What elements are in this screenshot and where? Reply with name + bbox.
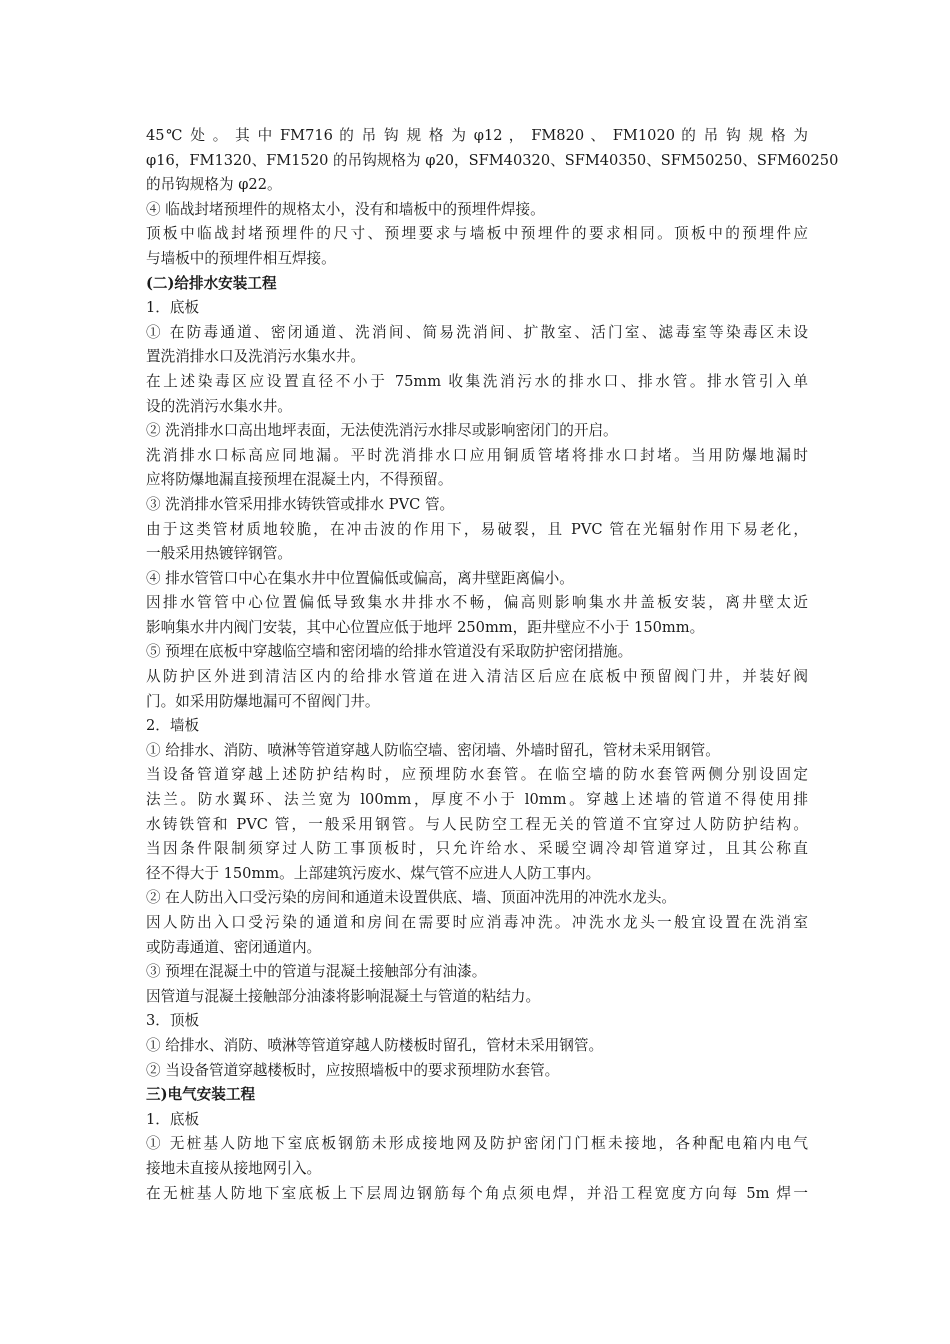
text-line: 1．底板: [146, 299, 200, 317]
text-line: 1．底板: [146, 1110, 200, 1128]
text-line: 接地未直接从接地网引入。: [146, 1159, 322, 1177]
text-line: 因管道与混凝土接触部分油漆将影响混凝土与管道的粘结力。: [146, 987, 541, 1005]
text-line: 2．墙板: [146, 717, 200, 735]
text-line: 应将防爆地漏直接预埋在混凝土内，不得预留。: [146, 471, 453, 489]
text-line: ② 在人防出入口受污染的房间和通道未设置供底、墙、顶面冲洗用的冲洗水龙头。: [146, 889, 677, 907]
text-line: 水铸铁管和 PVC 管，一般采用钢管。与人民防空工程无关的管道不宜穿过人防防护结构。: [146, 815, 808, 833]
text-line: 置洗消排水口及洗消污水集水井。: [146, 348, 365, 366]
text-line: ④ 临战封堵预埋件的规格太小，没有和墙板中的预埋件焊接。: [146, 200, 545, 218]
text-line: 当因条件限制须穿过人防工事顶板时，只允许给水、采暖空调冷却管道穿过，且其公称直: [146, 840, 808, 858]
text-line: 由于这类管材质地较脆，在冲击波的作用下，易破裂，且 PVC 管在光辐射作用下易老化，: [146, 520, 808, 538]
text-line: ② 洗消排水口高出地坪表面，无法使洗消污水排尽或影响密闭门的开启。: [146, 422, 618, 440]
text-line: ① 给排水、消防、喷淋等管道穿越人防临空墙、密闭墙、外墙时留孔，管材未采用钢管。: [146, 741, 720, 759]
text-line: 与墙板中的预埋件相互焊接。: [146, 249, 336, 267]
text-line: 45℃ 处 。 其 中 FM716 的 吊 钩 规 格 为 φ12 ， FM820 、 FM1020 的 吊 钩 规 格 为: [146, 127, 808, 144]
text-line: ① 给排水、消防、喷淋等管道穿越人防楼板时留孔，管材未采用钢管。: [146, 1036, 604, 1054]
document-body: [146, 124, 839, 1206]
text-line: ③ 预埋在混凝土中的管道与混凝土接触部分有油漆。: [146, 963, 487, 981]
text-line: 顶板中临战封堵预埋件的尺寸、预埋要求与墙板中预埋件的要求相同。顶板中的预埋件应: [146, 225, 808, 243]
text-line: 门。如采用防爆地漏可不留阀门井。: [146, 692, 380, 710]
text-line: 在无桩基人防地下室底板上下层周边钢筋每个角点须电焊，并沿工程宽度方向每 5m 焊一: [146, 1184, 808, 1202]
text-line: 当设备管道穿越上述防护结构时，应预埋防水套管。在临空墙的防水套管两侧分别设固定: [146, 766, 808, 784]
text-line: 的吊钩规格为 φ22。: [146, 176, 282, 194]
text-line: 设的洗消污水集水井。: [146, 397, 292, 415]
text-line: ③ 洗消排水管采用排水铸铁管或排水 PVC 管。: [146, 495, 455, 513]
section-heading: (二)给排水安装工程: [146, 274, 277, 292]
text-line: ① 无桩基人防地下室底板钢筋未形成接地网及防护密闭门门框未接地，各种配电箱内电气: [146, 1135, 808, 1153]
text-line: 影响集水井内阀门安装，其中心位置应低于地坪 250mm，距井壁应不小于 150mm。: [146, 618, 705, 636]
text-line: 洗消排水口标高应同地漏。平时洗消排水口应用铜质管堵将排水口封堵。当用防爆地漏时: [146, 446, 808, 464]
text-line: ⑤ 预埋在底板中穿越临空墙和密闭墙的给排水管道没有采取防护密闭措施。: [146, 643, 633, 661]
text-line: 或防毒通道、密闭通道内。: [146, 938, 322, 956]
text-line: 一般采用热镀锌钢管。: [146, 545, 292, 563]
text-line: 在上述染毒区应设置直径不小于 75mm 收集洗消污水的排水口、排水管。排水管引入单: [146, 372, 808, 390]
text-line: ① 在防毒通道、密闭通道、洗消间、简易洗消间、扩散室、活门室、滤毒室等染毒区未设: [146, 323, 808, 341]
text-line: 从防护区外进到清洁区内的给排水管道在进入清洁区后应在底板中预留阀门井，并装好阀: [146, 668, 808, 686]
text-line: 因排水管管中心位置偏低导致集水井排水不畅，偏高则影响集水井盖板安装，离井壁太近: [146, 594, 808, 612]
text-line: ② 当设备管道穿越楼板时，应按照墙板中的要求预埋防水套管。: [146, 1061, 560, 1079]
text-line: φ16，FM1320、FM1520 的吊钩规格为 φ20，SFM40320、SFM40350、SFM50250、SFM60250: [146, 151, 839, 169]
text-line: ④ 排水管管口中心在集水井中位置偏低或偏高，离井壁距离偏小。: [146, 569, 574, 587]
text-line: 法兰。防水翼环、法兰宽为 l00mm，厚度不小于 l0mm。穿越上述墙的管道不得使用排: [146, 791, 808, 809]
section-heading: 三)电气安装工程: [146, 1086, 256, 1104]
text-line: 3．顶板: [146, 1012, 200, 1030]
text-line: 径不得大于 150mm。上部建筑污废水、煤气管不应进人人防工事内。: [146, 864, 601, 882]
text-line: 因人防出入口受污染的通道和房间在需要时应消毒冲洗。冲洗水龙头一般宜设置在洗消室: [146, 914, 808, 931]
